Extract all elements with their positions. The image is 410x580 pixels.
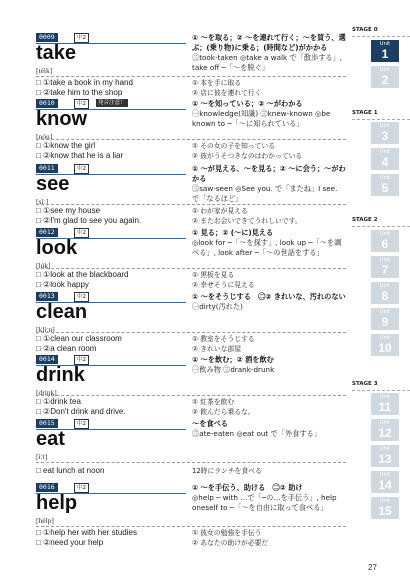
entry-id: 0011 [36, 164, 58, 173]
level-badge: 中2 [74, 419, 89, 429]
stage-label: STAGE 1 [352, 110, 378, 116]
pronunciation: [téik] [36, 66, 53, 75]
meaning: ① 〜を手伝う、助ける ㊁② 助け [192, 483, 303, 492]
entry-id: 0014 [36, 355, 58, 364]
example-en: □ ①clean our classroom [36, 334, 122, 343]
meaning: ① 〜を知っている；② 〜がわかる [192, 99, 303, 108]
level-badge: 中2 [74, 228, 89, 238]
example-ja: ② きれいな部屋 [192, 345, 242, 353]
level-badge: 中2 [74, 164, 89, 174]
meaning: ① 〜をそうじする ㊁② きれいな、汚れのない [192, 292, 346, 301]
example-ja: ② またお会いできてうれしいです。 [192, 217, 302, 225]
unit-tab-2[interactable]: Unit 2 [371, 66, 399, 88]
headword: clean [36, 301, 88, 323]
example-ja: ① 本を手に取る [192, 79, 242, 87]
example-en: □ ②need your help [36, 538, 104, 547]
unit-tab-14[interactable]: Unit 14 [371, 471, 399, 493]
pronunciation: [dríŋk] [36, 388, 57, 397]
level-badge: 中2 [74, 99, 89, 109]
example-ja: ① わが家が見える [192, 207, 248, 215]
meaning: ① 〜を飲む；② 酒を飲む [192, 355, 274, 364]
entry-id: 0015 [36, 419, 58, 428]
unit-tab-1[interactable]: Unit 1 [371, 40, 399, 62]
pronunciation: [síː] [36, 197, 49, 206]
example-ja: ① 黒板を見る [192, 271, 235, 279]
usage-note: ㊀dirty(汚れた) [192, 302, 243, 311]
headword: eat [36, 428, 65, 450]
meaning: ① 〜を取る；② 〜を連れて行く；〜を買う、選ぶ；(乗り物)に乗る；(時間など)がかかる [192, 33, 346, 52]
unit-tab-6[interactable]: Unit 6 [371, 230, 399, 252]
example-en: □ ②Don't drink and drive. [36, 407, 126, 416]
pronunciation: [hélp] [36, 516, 54, 525]
usage-note: ㊂saw-seen ◎See you. で「またね」I see. で「なるほど」 [192, 184, 338, 203]
usage-note: ◎help ─ with …で「─の…を手伝う」, help oneself to ─「〜を自由に取って食べる」 [192, 493, 337, 512]
stage-label: STAGE 3 [352, 381, 378, 387]
example-ja: ① 紅茶を飲む [192, 398, 235, 406]
unit-tab-13[interactable]: Unit 13 [371, 445, 399, 467]
meaning: ① 〜が見える、〜を見る；② 〜に会う；〜がわかる [192, 164, 346, 183]
headword: know [36, 108, 88, 130]
unit-tab-9[interactable]: Unit 9 [371, 308, 399, 330]
meaning: ① 見る；② (〜に)見える [192, 228, 274, 237]
unit-tab-4[interactable]: Unit 4 [371, 148, 399, 170]
example-en: □ eat lunch at noon [36, 466, 105, 475]
example-en: □ ①drink tea [36, 397, 81, 406]
example-en: □ ①see my house [36, 206, 101, 215]
example-en: □ ②a clean room [36, 344, 97, 353]
pronunciation-caution-badge: 発音注意！ [98, 100, 126, 106]
unit-tab-3[interactable]: Unit 3 [371, 122, 399, 144]
example-ja: ① 教室をそうじする [192, 335, 255, 343]
entry-id: 0013 [36, 292, 58, 301]
headword: take [36, 42, 77, 64]
unit-tab-15[interactable]: Unit 15 [371, 497, 399, 519]
usage-note: ㊂ate-eaten ◎eat out で「外食する」 [192, 429, 321, 438]
example-en: □ ②take him to the shop [36, 88, 123, 97]
entry-id: 0009 [36, 33, 58, 42]
level-badge: 中2 [74, 33, 89, 43]
example-ja: ① その女の子を知っている [192, 142, 276, 150]
example-en: □ ①help her with her studies [36, 528, 137, 537]
usage-note: ㊂took-taken ◎take a walk で「散歩する」, take off ─「〜を脱ぐ」 [192, 53, 343, 72]
example-en: □ ①look at the blackboard [36, 270, 129, 279]
pronunciation: [nóu] [36, 132, 53, 141]
level-badge: 中2 [74, 355, 89, 365]
unit-tab-5[interactable]: Unit 5 [371, 174, 399, 196]
headword: look [36, 237, 78, 259]
example-ja: ② 彼がうそつきなのはわかっている [192, 152, 303, 160]
example-ja: ① 彼女の勉強を手伝う [192, 529, 262, 537]
pronunciation: [íːt] [36, 452, 48, 461]
example-en: □ ①know the girl [36, 141, 96, 150]
pronunciation: [klíːn] [36, 325, 55, 334]
unit-tab-7[interactable]: Unit 7 [371, 256, 399, 278]
unit-tab-12[interactable]: Unit 12 [371, 419, 399, 441]
unit-index-sidebar [352, 0, 410, 580]
unit-tab-11[interactable]: Unit 11 [371, 393, 399, 415]
headword: see [36, 173, 70, 195]
example-ja: ② 店に彼を連れて行く [192, 89, 262, 97]
unit-tab-8[interactable]: Unit 8 [371, 282, 399, 304]
example-ja: ② あなたの助けが必要だ [192, 539, 269, 547]
example-en: □ ②know that he is a liar [36, 151, 124, 160]
level-badge: 中2 [74, 292, 89, 302]
entry-id: 0012 [36, 228, 58, 237]
stage-label: STAGE 2 [352, 217, 378, 223]
pronunciation: [lúk] [36, 261, 51, 270]
usage-note: ㊀knowledge(知識) ㊂knew-known ◎be known to ─「〜に知られている」 [192, 109, 331, 128]
meaning: 〜を食べる [192, 419, 228, 428]
example-en: □ ①take a book in my hand [36, 78, 133, 87]
stage-label: STAGE 0 [352, 27, 378, 33]
example-en: □ ②look happy [36, 280, 89, 289]
example-ja: ② 幸せそうに見える [192, 281, 255, 289]
page-number: 27 [368, 563, 377, 572]
example-en: □ ②I'm glad to see you again. [36, 216, 142, 225]
entry-id: 0010 [36, 99, 58, 108]
headword: drink [36, 364, 85, 386]
level-badge: 中2 [74, 483, 89, 493]
entry-id: 0016 [36, 483, 58, 492]
headword: help [36, 492, 78, 514]
usage-note: ◎look for ─「〜を探す」, look up ─「〜を調べる」, look after ─「〜の世話をする」 [192, 238, 342, 257]
example-ja: 12時にランチを食べる [192, 467, 262, 475]
usage-note: ㊀飲み物 ㊂drank-drunk [192, 365, 275, 374]
example-ja: ② 飲んだら乗るな。 [192, 408, 255, 416]
unit-tab-10[interactable]: Unit 10 [371, 334, 399, 356]
